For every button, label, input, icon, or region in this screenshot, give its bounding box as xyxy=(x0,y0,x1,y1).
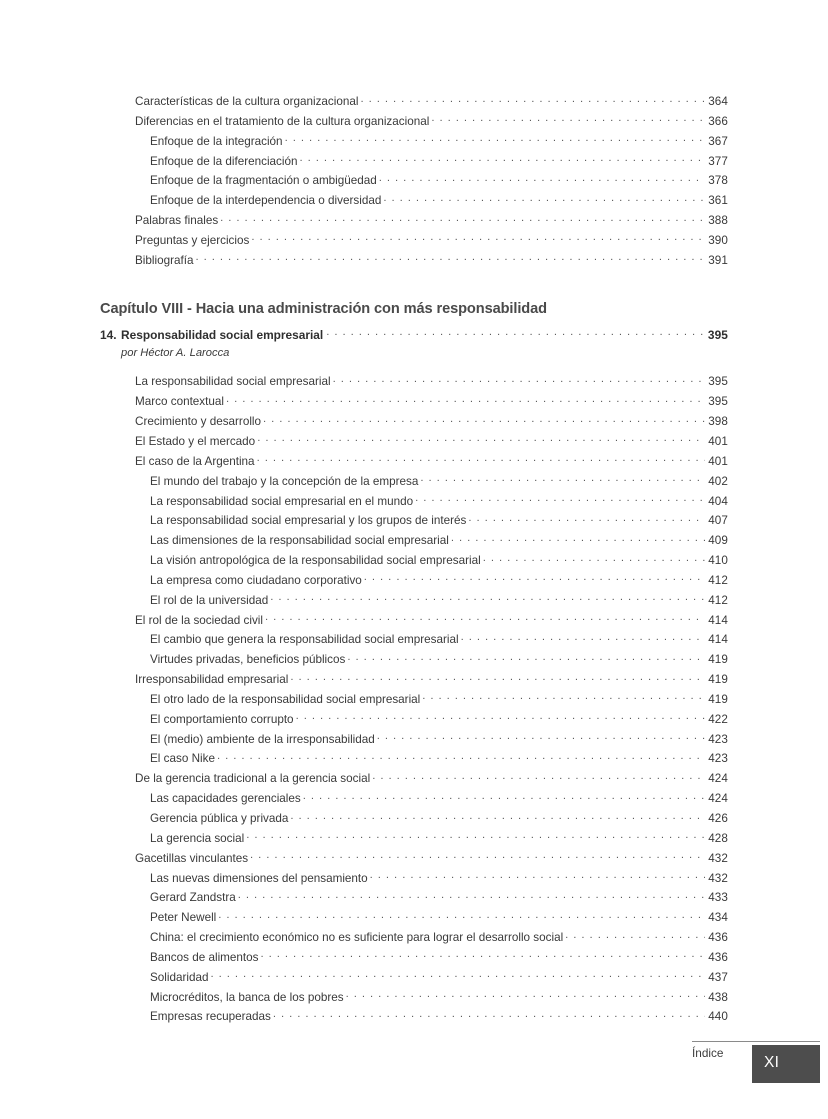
toc-entry-label: El comportamiento corrupto xyxy=(150,712,294,726)
toc-entry-page-number: 428 xyxy=(708,831,728,845)
toc-entry-label: Características de la cultura organizacional xyxy=(135,95,359,108)
toc-entry-page-number: 419 xyxy=(708,692,728,706)
toc-entry-label: El caso de la Argentina xyxy=(135,454,255,468)
dot-leader xyxy=(431,118,705,130)
toc-entry-page-number: 398 xyxy=(708,415,728,429)
page-number-box xyxy=(752,1045,820,1083)
footer-section-label: Índice xyxy=(692,1046,724,1060)
toc-entry-label: Gerard Zandstra xyxy=(150,891,236,905)
toc-entry-label: Marco contextual xyxy=(135,395,224,409)
toc-entry-page-number: 410 xyxy=(708,554,728,568)
toc-entry[interactable] xyxy=(135,372,728,392)
toc-entry[interactable] xyxy=(135,432,728,452)
toc-entry-label: Enfoque de la interdependencia o diversidad xyxy=(150,194,382,208)
toc-entry[interactable] xyxy=(150,988,728,1008)
toc-entry-label: Solidaridad xyxy=(150,970,209,984)
toc-entry[interactable] xyxy=(150,571,728,591)
toc-entry-page-number: 419 xyxy=(708,673,728,687)
dot-leader xyxy=(422,696,705,708)
toc-entry-label: Enfoque de la fragmentación o ambigüedad xyxy=(150,174,377,188)
dot-leader xyxy=(415,497,705,509)
toc-entry-label: Preguntas y ejercicios xyxy=(135,233,250,247)
toc-entry-label: El caso Nike xyxy=(150,752,215,766)
dot-leader xyxy=(468,517,705,529)
toc-entry-page-number: 437 xyxy=(708,970,728,984)
author-byline: por Héctor A. Larocca xyxy=(121,347,230,360)
toc-entry-label: El rol de la universidad xyxy=(150,593,269,607)
toc-entry[interactable] xyxy=(135,112,728,132)
toc-entry-page-number: 395 xyxy=(708,375,728,389)
toc-group-chapter-viii xyxy=(100,372,728,1027)
toc-entry[interactable] xyxy=(150,690,728,710)
toc-entry-label: La gerencia social xyxy=(150,831,245,845)
toc-entry-label: Enfoque de la diferenciación xyxy=(150,154,298,168)
toc-entry-page-number: 419 xyxy=(708,653,728,667)
dot-leader xyxy=(290,815,705,827)
toc-entry-page-number: 388 xyxy=(708,214,728,228)
dot-leader xyxy=(379,177,705,189)
chapter-heading: Capítulo VIII - Hacia una administración con más responsabilidad xyxy=(100,300,547,317)
toc-entry[interactable] xyxy=(150,591,728,611)
toc-entry-page-number: 377 xyxy=(708,154,728,168)
toc-group-previous-chapter xyxy=(100,92,728,271)
dot-leader xyxy=(265,616,705,628)
section-page-number: 395 xyxy=(707,327,728,342)
toc-entry-page-number: 395 xyxy=(708,395,728,409)
toc-entry-label: La visión antropológica de la responsabilidad social empresarial xyxy=(150,554,481,568)
toc-entry-page-number: 407 xyxy=(708,514,728,528)
dot-leader xyxy=(226,398,705,410)
toc-entry[interactable] xyxy=(150,908,728,928)
dot-leader xyxy=(377,735,705,747)
toc-entry[interactable] xyxy=(150,171,728,191)
toc-entry[interactable] xyxy=(150,869,728,889)
dot-leader xyxy=(273,1013,705,1025)
toc-entry-page-number: 412 xyxy=(708,573,728,587)
toc-entry-page-number: 434 xyxy=(708,911,728,925)
toc-entry-label: Palabras finales xyxy=(135,214,219,228)
toc-entry[interactable] xyxy=(150,710,728,730)
dot-leader xyxy=(370,874,705,886)
toc-entry[interactable] xyxy=(150,1007,728,1027)
dot-leader xyxy=(251,237,705,249)
dot-leader xyxy=(285,137,705,149)
toc-entry[interactable] xyxy=(135,412,728,432)
dot-leader xyxy=(420,477,705,489)
toc-entry-page-number: 412 xyxy=(708,593,728,607)
toc-entry-page-number: 401 xyxy=(708,434,728,448)
spacer xyxy=(100,317,728,326)
spacer xyxy=(100,362,728,372)
toc-entry-label: El mundo del trabajo y la concepción de la empresa xyxy=(150,474,419,488)
toc-entry[interactable] xyxy=(150,730,728,750)
toc-entry-numbered-section[interactable] xyxy=(100,326,728,346)
toc-entry-label: Gerencia pública y privada xyxy=(150,812,289,825)
toc-entry[interactable] xyxy=(135,769,728,789)
dot-leader xyxy=(326,331,705,343)
dot-leader xyxy=(461,636,705,648)
toc-entry[interactable] xyxy=(135,92,728,112)
dot-leader xyxy=(565,934,705,946)
toc-entry[interactable] xyxy=(135,849,728,869)
toc-entry[interactable] xyxy=(150,948,728,968)
dot-leader xyxy=(372,775,705,787)
dot-leader xyxy=(263,418,705,430)
toc-entry[interactable] xyxy=(150,789,728,809)
toc-entry[interactable] xyxy=(150,531,728,551)
toc-entry-label: Microcréditos, la banca de los pobres xyxy=(150,990,344,1004)
page-footer xyxy=(692,1041,820,1085)
toc-entry-page-number: 432 xyxy=(708,851,728,865)
toc-entry-page-number: 422 xyxy=(708,712,728,726)
toc-entry-page-number: 440 xyxy=(708,1010,728,1024)
toc-entry-page-number: 367 xyxy=(708,134,728,148)
toc-entry[interactable] xyxy=(150,829,728,849)
dot-leader xyxy=(303,795,705,807)
dot-leader xyxy=(300,157,706,169)
toc-entry-label: Diferencias en el tratamiento de la cultura organizacional xyxy=(135,114,430,128)
toc-entry-page-number: 378 xyxy=(708,174,728,188)
dot-leader xyxy=(383,197,705,209)
dot-leader xyxy=(217,755,705,767)
toc-entry-page-number: 414 xyxy=(708,633,728,647)
toc-entry-page-number: 426 xyxy=(708,812,728,825)
toc-entry-page-number: 433 xyxy=(708,891,728,905)
toc-entry[interactable] xyxy=(150,630,728,650)
dot-leader xyxy=(195,256,705,268)
toc-entry-page-number: 390 xyxy=(708,233,728,247)
section-title: Responsabilidad social empresarial xyxy=(121,327,324,342)
dot-leader xyxy=(333,378,705,390)
toc-entry[interactable] xyxy=(135,611,728,631)
toc-entry-page-number: 364 xyxy=(708,95,728,108)
toc-entry-label: Empresas recuperadas xyxy=(150,1010,271,1024)
page-number: XI xyxy=(764,1054,780,1071)
dot-leader xyxy=(364,577,705,589)
toc-entry-page-number: 404 xyxy=(708,494,728,508)
toc-entry-page-number: 432 xyxy=(708,871,728,885)
toc-entry[interactable] xyxy=(150,472,728,492)
toc-entry-page-number: 414 xyxy=(708,613,728,627)
toc-entry[interactable] xyxy=(135,392,728,412)
toc-entry[interactable] xyxy=(135,251,728,271)
toc-entry-label: China: el crecimiento económico no es suficiente para lograr el desarrollo social xyxy=(150,931,564,945)
toc-entry-label: La responsabilidad social empresarial en el mundo xyxy=(150,494,414,508)
toc-entry-label: Las dimensiones de la responsabilidad social empresarial xyxy=(150,534,449,548)
toc-entry-label: El cambio que genera la responsabilidad social empresarial xyxy=(150,633,459,647)
toc-entry-label: Irresponsabilidad empresarial xyxy=(135,673,289,687)
toc-entry[interactable] xyxy=(135,670,728,690)
toc-content xyxy=(100,92,728,1027)
dot-leader xyxy=(451,537,705,549)
dot-leader xyxy=(483,557,705,569)
dot-leader xyxy=(210,973,705,985)
toc-entry[interactable] xyxy=(150,650,728,670)
toc-entry-label: Peter Newell xyxy=(150,911,217,925)
toc-entry[interactable] xyxy=(135,211,728,231)
toc-entry-page-number: 401 xyxy=(708,454,728,468)
toc-entry-label: De la gerencia tradicional a la gerencia social xyxy=(135,772,371,786)
toc-entry-page-number: 409 xyxy=(708,534,728,548)
dot-leader xyxy=(296,715,705,727)
toc-entry-label: Las nuevas dimensiones del pensamiento xyxy=(150,871,368,885)
toc-entry-page-number: 424 xyxy=(708,772,728,786)
toc-entry[interactable] xyxy=(135,452,728,472)
toc-entry[interactable] xyxy=(150,968,728,988)
toc-entry[interactable] xyxy=(150,152,728,172)
toc-entry[interactable] xyxy=(150,928,728,948)
dot-leader xyxy=(257,438,705,450)
toc-entry-page-number: 438 xyxy=(708,990,728,1004)
toc-entry[interactable] xyxy=(135,231,728,251)
toc-entry-label: Crecimiento y desarrollo xyxy=(135,415,262,429)
dot-leader xyxy=(246,835,705,847)
toc-entry-page-number: 361 xyxy=(708,194,728,208)
toc-entry-label: La empresa como ciudadano corporativo xyxy=(150,573,362,587)
dot-leader xyxy=(250,854,705,866)
dot-leader xyxy=(290,676,705,688)
toc-entry-label: Enfoque de la integración xyxy=(150,134,283,148)
toc-entry-label: El rol de la sociedad civil xyxy=(135,613,263,627)
toc-entry[interactable] xyxy=(150,888,728,908)
toc-entry-label: Bancos de alimentos xyxy=(150,950,259,964)
dot-leader xyxy=(346,993,705,1005)
toc-entry[interactable] xyxy=(150,809,728,829)
toc-entry[interactable] xyxy=(150,191,728,211)
dot-leader xyxy=(238,894,705,906)
toc-entry[interactable] xyxy=(150,132,728,152)
spacer xyxy=(100,271,728,301)
toc-entry-label: El (medio) ambiente de la irresponsabilidad xyxy=(150,732,375,746)
dot-leader xyxy=(218,914,705,926)
toc-entry-page-number: 436 xyxy=(708,931,728,945)
dot-leader xyxy=(261,954,706,966)
toc-entry-label: El Estado y el mercado xyxy=(135,434,256,448)
toc-entry-page-number: 424 xyxy=(708,792,728,806)
toc-entry-page-number: 423 xyxy=(708,732,728,746)
toc-entry-label: Virtudes privadas, beneficios públicos xyxy=(150,653,346,667)
dot-leader xyxy=(347,656,705,668)
dot-leader xyxy=(360,98,705,110)
toc-entry-label: Gacetillas vinculantes xyxy=(135,851,249,865)
toc-entry[interactable] xyxy=(150,551,728,571)
dot-leader xyxy=(257,457,705,469)
toc-entry-label: La responsabilidad social empresarial xyxy=(135,375,331,389)
dot-leader xyxy=(270,596,705,608)
toc-entry-label: La responsabilidad social empresarial y los grupos de interés xyxy=(150,514,467,528)
toc-entry-page-number: 366 xyxy=(708,114,728,128)
footer-divider xyxy=(692,1041,820,1042)
toc-entry-label: Las capacidades gerenciales xyxy=(150,792,301,806)
toc-entry-page-number: 423 xyxy=(708,752,728,766)
toc-entry[interactable] xyxy=(150,749,728,769)
toc-entry-page-number: 402 xyxy=(708,474,728,488)
toc-entry-label: Bibliografía xyxy=(135,253,194,267)
section-number: 14. xyxy=(100,327,117,342)
toc-entry-page-number: 436 xyxy=(708,950,728,964)
dot-leader xyxy=(220,217,705,229)
toc-entry-label: El otro lado de la responsabilidad social empresarial xyxy=(150,692,421,706)
toc-entry[interactable] xyxy=(150,492,728,512)
toc-entry-page-number: 391 xyxy=(708,253,728,267)
toc-entry[interactable] xyxy=(150,511,728,531)
